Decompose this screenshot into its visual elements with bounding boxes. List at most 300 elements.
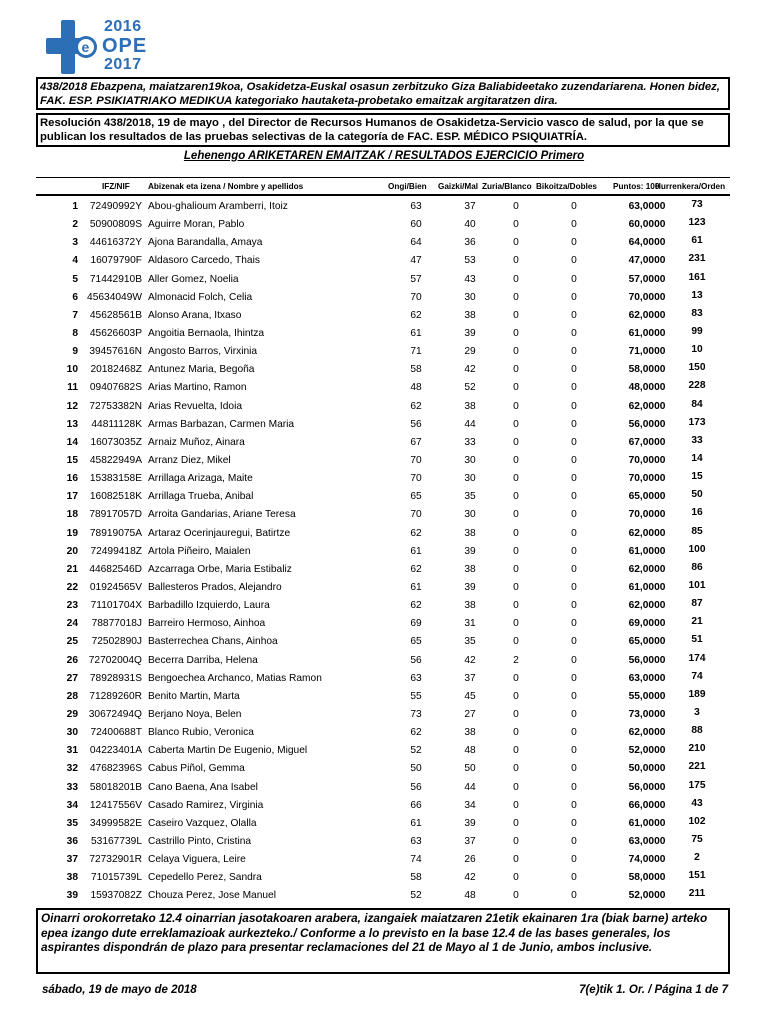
table-row — [36, 361, 730, 379]
row-ongi: 58 — [410, 364, 422, 376]
row-bikoitza: 0 — [571, 545, 577, 557]
row-number: 4 — [72, 255, 78, 267]
row-bikoitza: 0 — [571, 872, 577, 884]
header-zuria: Zuria/Blanco — [482, 182, 532, 191]
row-gaizki: 48 — [464, 890, 476, 902]
row-name: Arranz Diez, Mikel — [148, 454, 231, 466]
header-name: Abizenak eta izena / Nombre y apellidos — [148, 182, 304, 191]
row-nif: 30672494Q — [88, 708, 142, 720]
row-bikoitza: 0 — [571, 291, 577, 303]
row-name: Cepedello Perez, Sandra — [148, 872, 262, 884]
table-row — [36, 525, 730, 543]
row-number: 23 — [66, 600, 78, 612]
row-name: Arroita Gandarias, Ariane Teresa — [148, 509, 296, 521]
row-order: 73 — [691, 199, 703, 210]
row-nif: 72753382N — [89, 400, 142, 412]
row-number: 21 — [66, 563, 78, 575]
row-order: 86 — [691, 561, 703, 573]
row-puntuak: 70,0000 — [628, 473, 666, 485]
row-number: 24 — [66, 618, 78, 630]
row-order: 33 — [691, 434, 703, 446]
row-ongi: 47 — [410, 255, 422, 267]
row-puntuak: 61,0000 — [628, 327, 666, 339]
row-nif: 44616372Y — [89, 237, 142, 249]
row-bikoitza: 0 — [571, 799, 577, 811]
row-name: Arias Martino, Ramon — [148, 382, 247, 394]
row-name: Ajona Barandalla, Amaya — [148, 237, 263, 249]
row-puntuak: 62,0000 — [628, 309, 666, 321]
row-name: Angoitia Bernaola, Ihintza — [148, 327, 265, 339]
row-ongi: 52 — [410, 745, 422, 757]
logo-year-top: 2016 — [104, 18, 142, 35]
row-zuria: 0 — [513, 473, 519, 485]
row-nif: 50900809S — [89, 219, 142, 231]
row-number: 18 — [66, 509, 78, 521]
row-zuria: 0 — [513, 581, 519, 593]
row-order: 99 — [691, 325, 703, 337]
row-zuria: 0 — [513, 418, 519, 430]
ope-logo — [46, 18, 156, 74]
row-bikoitza: 0 — [571, 309, 577, 321]
row-name: Aguirre Moran, Pablo — [148, 219, 245, 231]
row-name: Cano Baena, Ana Isabel — [148, 781, 258, 793]
row-bikoitza: 0 — [571, 219, 577, 231]
row-puntuak: 62,0000 — [628, 727, 666, 739]
row-ongi: 62 — [410, 400, 422, 412]
row-zuria: 0 — [513, 636, 519, 648]
table-row — [36, 706, 730, 724]
row-nif: 15383158E — [89, 473, 142, 485]
row-puntuak: 62,0000 — [628, 563, 666, 575]
table-row — [36, 779, 730, 797]
row-puntuak: 63,0000 — [628, 672, 666, 684]
row-gaizki: 38 — [464, 400, 476, 412]
table-row — [36, 216, 730, 234]
row-order: 74 — [691, 670, 703, 682]
row-number: 39 — [66, 890, 78, 902]
row-number: 14 — [66, 436, 78, 448]
row-name: Bengoechea Archanco, Matias Ramon — [148, 672, 322, 684]
row-ongi: 73 — [410, 708, 422, 720]
row-name: Azcarraga Orbe, Maria Estibaliz — [148, 563, 292, 575]
row-gaizki: 39 — [464, 327, 476, 339]
row-puntuak: 58,0000 — [628, 364, 666, 376]
row-order: 151 — [688, 870, 706, 882]
row-zuria: 0 — [513, 745, 519, 757]
row-name: Artola Piñeiro, Maialen — [148, 545, 251, 557]
row-name: Artaraz Ocerinjauregui, Batirtze — [148, 527, 291, 539]
row-order: 88 — [691, 725, 703, 737]
row-number: 9 — [72, 346, 78, 358]
row-puntuak: 70,0000 — [628, 454, 666, 466]
table-row — [36, 760, 730, 778]
row-number: 5 — [72, 273, 78, 285]
header-gaizki: Gaizki/Mal — [438, 182, 479, 191]
row-nif: 09407682S — [89, 382, 142, 394]
row-order: 174 — [688, 652, 706, 664]
row-bikoitza: 0 — [571, 817, 577, 829]
row-gaizki: 30 — [464, 291, 476, 303]
row-ongi: 64 — [410, 237, 422, 249]
header-order: Hurrenkera/Orden — [655, 182, 726, 191]
row-ongi: 70 — [410, 291, 422, 303]
table-row — [36, 506, 730, 524]
claims-notice-text: Oinarri orokorretako 12.4 oinarrian jasotakoaren arabera, izangaiek maiatzaren 21etik ekainaren 1ra (biak barne) arteko epea izango dute erreklamazioak aurkezteko./ Conforme a lo previsto en la base 12.4 de las bases generales, los aspirantes dispondrán de plazo para presentar reclamaciones del 21 de Mayo al 1 de Junio, ambos inclusive. — [41, 911, 708, 954]
row-bikoitza: 0 — [571, 364, 577, 376]
row-order: 228 — [688, 380, 706, 392]
row-zuria: 0 — [513, 763, 519, 775]
row-order: 15 — [691, 471, 703, 483]
row-number: 15 — [66, 454, 78, 466]
row-gaizki: 45 — [464, 690, 476, 702]
row-number: 35 — [66, 817, 78, 829]
row-zuria: 0 — [513, 618, 519, 630]
row-gaizki: 37 — [464, 672, 476, 684]
row-number: 27 — [66, 672, 78, 684]
results-table-body — [36, 198, 730, 905]
row-nif: 15937082Z — [90, 890, 142, 902]
row-name: Abou-ghalioum Aramberri, Itoiz — [148, 201, 288, 212]
row-puntuak: 58,0000 — [628, 872, 666, 884]
row-number: 34 — [66, 799, 78, 811]
row-gaizki: 44 — [464, 418, 476, 430]
row-puntuak: 47,0000 — [628, 255, 666, 267]
table-row — [36, 579, 730, 597]
section-title: Lehenengo ARIKETAREN EMAITZAK / RESULTADOS EJERCICIO Primero — [183, 150, 585, 162]
row-gaizki: 39 — [464, 581, 476, 593]
row-number: 11 — [67, 382, 78, 394]
row-number: 32 — [66, 763, 78, 775]
row-ongi: 66 — [410, 799, 422, 811]
row-gaizki: 30 — [464, 454, 476, 466]
row-gaizki: 38 — [464, 600, 476, 612]
row-nif: 71289260R — [89, 690, 142, 702]
row-gaizki: 36 — [464, 237, 476, 249]
table-row — [36, 416, 730, 434]
row-bikoitza: 0 — [571, 781, 577, 793]
row-order: 43 — [691, 797, 703, 809]
table-row — [36, 234, 730, 252]
row-bikoitza: 0 — [571, 454, 577, 466]
row-nif: 78919075A — [89, 527, 142, 539]
row-order: 231 — [688, 253, 706, 265]
row-nif: 20182468Z — [90, 364, 142, 376]
row-order: 100 — [688, 543, 706, 555]
row-order: 189 — [688, 688, 706, 700]
row-number: 7 — [72, 309, 78, 321]
row-nif: 39457616N — [89, 346, 142, 358]
row-gaizki: 39 — [464, 817, 476, 829]
row-ongi: 62 — [410, 727, 422, 739]
row-nif: 78928931S — [89, 672, 142, 684]
row-zuria: 0 — [513, 781, 519, 793]
row-nif: 72732901R — [89, 854, 142, 866]
row-ongi: 50 — [410, 763, 422, 775]
basque-resolution-box — [36, 77, 730, 110]
row-zuria: 0 — [513, 382, 519, 394]
row-number: 3 — [72, 237, 78, 249]
row-ongi: 57 — [410, 273, 422, 285]
row-name: Ballesteros Prados, Alejandro — [148, 581, 282, 593]
table-header — [36, 177, 730, 196]
row-nif: 72400688T — [90, 727, 142, 739]
row-gaizki: 30 — [464, 473, 476, 485]
row-puntuak: 70,0000 — [628, 509, 666, 521]
row-puntuak: 73,0000 — [628, 708, 666, 720]
row-nif: 45634049W — [87, 291, 142, 303]
row-bikoitza: 0 — [571, 654, 577, 666]
row-ongi: 62 — [410, 600, 422, 612]
row-order: 61 — [691, 235, 703, 247]
row-order: 75 — [691, 833, 703, 845]
row-nif: 58018201B — [89, 781, 142, 793]
row-bikoitza: 0 — [571, 327, 577, 339]
row-gaizki: 37 — [464, 835, 476, 847]
row-puntuak: 62,0000 — [628, 527, 666, 539]
row-zuria: 0 — [513, 364, 519, 376]
row-gaizki: 52 — [464, 382, 476, 394]
row-bikoitza: 0 — [571, 727, 577, 739]
row-nif: 53167739L — [91, 835, 142, 847]
row-bikoitza: 0 — [571, 636, 577, 648]
row-order: 14 — [691, 452, 703, 464]
row-order: 150 — [688, 362, 706, 374]
row-zuria: 0 — [513, 563, 519, 575]
footer-date: sábado, 19 de mayo de 2018 — [42, 984, 197, 996]
row-zuria: 0 — [513, 219, 519, 231]
table-row — [36, 833, 730, 851]
row-number: 12 — [66, 400, 78, 412]
row-zuria: 0 — [513, 509, 519, 521]
row-ongi: 61 — [410, 327, 422, 339]
row-zuria: 0 — [513, 545, 519, 557]
row-name: Angosto Barros, Virxinia — [148, 346, 258, 358]
row-name: Blanco Rubio, Veronica — [148, 727, 254, 739]
row-ongi: 61 — [410, 817, 422, 829]
row-puntuak: 56,0000 — [628, 654, 666, 666]
table-row — [36, 452, 730, 470]
table-row — [36, 488, 730, 506]
row-ongi: 56 — [410, 654, 422, 666]
table-row — [36, 307, 730, 325]
row-order: 175 — [688, 779, 706, 791]
row-puntuak: 65,0000 — [628, 491, 666, 503]
row-puntuak: 67,0000 — [628, 436, 666, 448]
row-nif: 72490992Y — [89, 201, 142, 212]
row-nif: 78917057D — [89, 509, 142, 521]
row-number: 22 — [66, 581, 78, 593]
row-zuria: 0 — [513, 672, 519, 684]
basque-resolution-text: 438/2018 Ebazpena, maiatzaren19koa, Osakidetza-Euskal osasun zerbitzuko Giza Baliabideetako zuzendariarena. Honen bidez, FAK. ESP. PSIKIATRIAKO MEDIKUA kategoriako hautaketa-probetako emaitzak argitaratzen dira. — [40, 81, 720, 107]
row-bikoitza: 0 — [571, 436, 577, 448]
row-name: Barreiro Hermoso, Ainhoa — [148, 618, 266, 630]
row-zuria: 0 — [513, 491, 519, 503]
row-bikoitza: 0 — [571, 400, 577, 412]
table-row — [36, 561, 730, 579]
row-nif: 45626603P — [89, 327, 142, 339]
row-bikoitza: 0 — [571, 255, 577, 267]
row-zuria: 0 — [513, 400, 519, 412]
row-nif: 12417556V — [89, 799, 142, 811]
row-puntuak: 55,0000 — [628, 690, 666, 702]
row-nif: 72499418Z — [90, 545, 142, 557]
row-number: 6 — [72, 291, 78, 303]
row-puntuak: 61,0000 — [628, 545, 666, 557]
row-nif: 47682396S — [89, 763, 142, 775]
table-row — [36, 379, 730, 397]
row-ongi: 70 — [410, 454, 422, 466]
row-order: 101 — [688, 579, 706, 591]
row-gaizki: 38 — [464, 527, 476, 539]
table-row — [36, 797, 730, 815]
row-name: Becerra Darriba, Helena — [148, 654, 258, 666]
table-row — [36, 434, 730, 452]
row-puntuak: 71,0000 — [628, 346, 666, 358]
row-ongi: 52 — [410, 890, 422, 902]
row-puntuak: 48,0000 — [628, 382, 666, 394]
row-bikoitza: 0 — [571, 346, 577, 358]
row-zuria: 0 — [513, 436, 519, 448]
row-number: 25 — [66, 636, 78, 648]
table-row — [36, 343, 730, 361]
row-gaizki: 31 — [464, 618, 476, 630]
row-order: 3 — [694, 706, 700, 718]
table-row — [36, 325, 730, 343]
row-gaizki: 35 — [464, 636, 476, 648]
row-bikoitza: 0 — [571, 745, 577, 757]
row-gaizki: 53 — [464, 255, 476, 267]
row-puntuak: 60,0000 — [628, 219, 666, 231]
row-bikoitza: 0 — [571, 509, 577, 521]
row-puntuak: 70,0000 — [628, 291, 666, 303]
table-row — [36, 398, 730, 416]
row-order: 84 — [691, 398, 703, 410]
row-puntuak: 64,0000 — [628, 237, 666, 249]
row-nif: 72702004Q — [88, 654, 142, 666]
row-puntuak: 66,0000 — [628, 799, 666, 811]
row-bikoitza: 0 — [571, 273, 577, 285]
row-gaizki: 39 — [464, 545, 476, 557]
row-number: 19 — [66, 527, 78, 539]
row-zuria: 0 — [513, 890, 519, 902]
row-puntuak: 74,0000 — [628, 854, 666, 866]
row-gaizki: 50 — [464, 763, 476, 775]
spanish-resolution-box — [36, 113, 730, 147]
row-number: 33 — [66, 781, 78, 793]
row-ongi: 74 — [410, 854, 422, 866]
row-order: 2 — [694, 852, 700, 864]
row-number: 1 — [72, 201, 78, 212]
row-name: Arrillaga Arizaga, Maite — [148, 473, 253, 485]
table-row — [36, 615, 730, 633]
row-ongi: 65 — [410, 491, 422, 503]
row-gaizki: 37 — [464, 201, 476, 212]
table-row — [36, 198, 730, 216]
row-ongi: 65 — [410, 636, 422, 648]
table-row — [36, 688, 730, 706]
row-order: 83 — [691, 307, 703, 319]
row-puntuak: 52,0000 — [628, 890, 666, 902]
row-number: 38 — [66, 872, 78, 884]
row-bikoitza: 0 — [571, 672, 577, 684]
table-row — [36, 815, 730, 833]
table-row — [36, 869, 730, 887]
row-zuria: 0 — [513, 273, 519, 285]
row-zuria: 0 — [513, 527, 519, 539]
row-nif: 78877018J — [91, 618, 142, 630]
header-ongi: Ongi/Bien — [388, 182, 427, 191]
claims-notice-box — [36, 908, 730, 974]
row-name: Casado Ramirez, Virginia — [148, 799, 264, 811]
row-bikoitza: 0 — [571, 491, 577, 503]
table-row — [36, 289, 730, 307]
row-number: 10 — [66, 364, 78, 376]
row-zuria: 0 — [513, 291, 519, 303]
row-name: Basterrechea Chans, Ainhoa — [148, 636, 278, 648]
row-puntuak: 62,0000 — [628, 400, 666, 412]
row-name: Celaya Viguera, Leire — [148, 854, 246, 866]
row-bikoitza: 0 — [571, 835, 577, 847]
row-number: 20 — [66, 545, 78, 557]
row-name: Arrillaga Trueba, Anibal — [148, 491, 254, 503]
row-name: Barbadillo Izquierdo, Laura — [148, 600, 270, 612]
row-puntuak: 69,0000 — [628, 618, 666, 630]
row-ongi: 70 — [410, 473, 422, 485]
row-name: Chouza Perez, Jose Manuel — [148, 890, 276, 902]
row-number: 28 — [66, 690, 78, 702]
row-nif: 16082518K — [89, 491, 142, 503]
row-name: Almonacid Folch, Celia — [148, 291, 253, 303]
table-row — [36, 597, 730, 615]
row-ongi: 61 — [410, 545, 422, 557]
row-number: 29 — [66, 708, 78, 720]
table-row — [36, 470, 730, 488]
header-nif: IFZ/NIF — [102, 182, 130, 191]
row-bikoitza: 0 — [571, 473, 577, 485]
row-ongi: 56 — [410, 418, 422, 430]
row-puntuak: 63,0000 — [628, 201, 666, 212]
row-puntuak: 50,0000 — [628, 763, 666, 775]
row-zuria: 0 — [513, 872, 519, 884]
row-name: Berjano Noya, Belen — [148, 708, 242, 720]
row-gaizki: 35 — [464, 491, 476, 503]
row-zuria: 0 — [513, 854, 519, 866]
row-number: 8 — [72, 327, 78, 339]
row-order: 210 — [688, 743, 706, 755]
row-bikoitza: 0 — [571, 418, 577, 430]
row-gaizki: 38 — [464, 563, 476, 575]
row-name: Aldasoro Carcedo, Thais — [148, 255, 260, 267]
row-zuria: 0 — [513, 817, 519, 829]
row-puntuak: 65,0000 — [628, 636, 666, 648]
row-gaizki: 38 — [464, 727, 476, 739]
row-bikoitza: 0 — [571, 708, 577, 720]
row-puntuak: 56,0000 — [628, 781, 666, 793]
row-number: 36 — [66, 835, 78, 847]
row-ongi: 63 — [410, 201, 422, 212]
row-order: 87 — [691, 598, 703, 610]
row-bikoitza: 0 — [571, 854, 577, 866]
row-number: 26 — [66, 654, 78, 666]
row-ongi: 69 — [410, 618, 422, 630]
row-gaizki: 33 — [464, 436, 476, 448]
spanish-resolution-text: Resolución 438/2018, 19 de mayo , del Director de Recursos Humanos de Osakidetza-Servicio vasco de salud, por la que se publican los resultados de las pruebas selectivas de la categoría de FAC. ESP. MÉDICO PSIQUIATRÍA. — [40, 117, 704, 143]
header-puntuak: Puntos: 100 — [613, 182, 660, 191]
row-ongi: 58 — [410, 872, 422, 884]
row-ongi: 62 — [410, 527, 422, 539]
row-number: 30 — [66, 727, 78, 739]
row-ongi: 56 — [410, 781, 422, 793]
